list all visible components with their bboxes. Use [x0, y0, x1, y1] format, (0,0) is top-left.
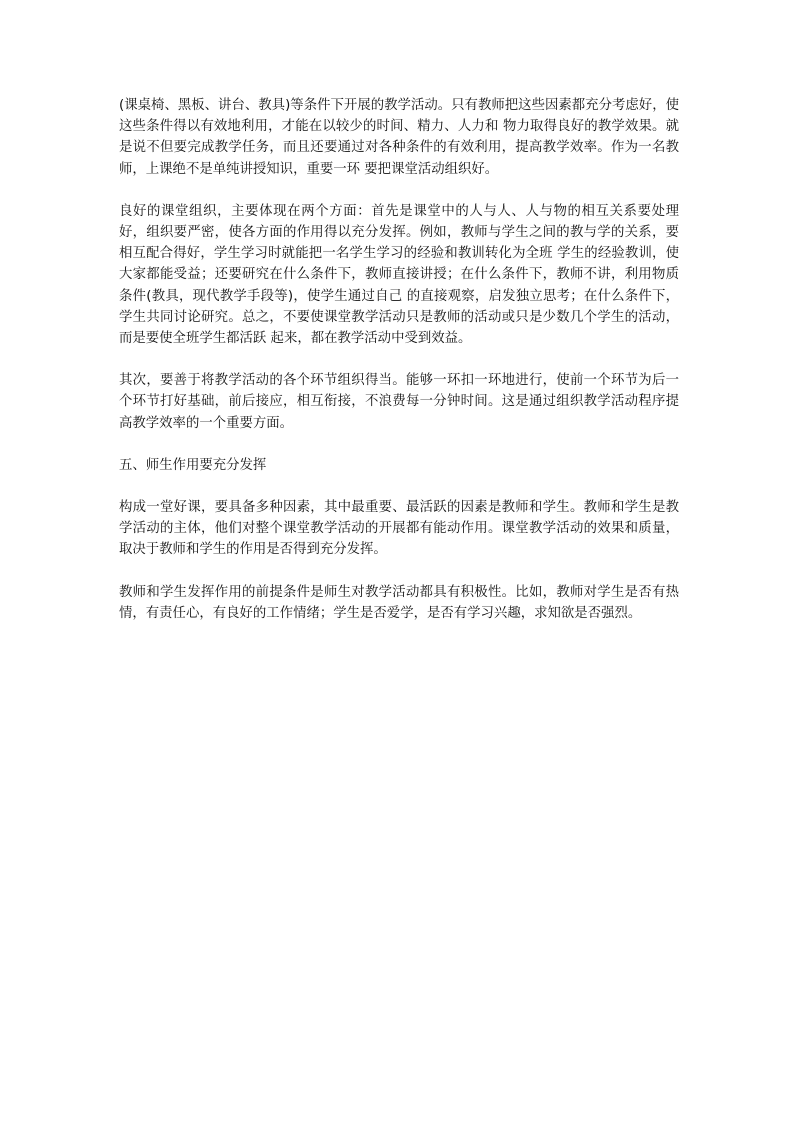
paragraph-enthusiasm: 教师和学生发挥作用的前提条件是师生对教学活动都具有积极性。比如，教师对学生是否有热情，有责任心，有良好的工作情绪；学生是否爱学，是否有学习兴趣，求知欲是否强烈。 [119, 584, 679, 621]
section-heading: 五、师生作用要充分发挥 [119, 457, 267, 473]
document-page [119, 95, 679, 645]
paragraph-classroom-conditions: (课桌椅、黑板、讲台、教具)等条件下开展的教学活动。只有教师把这些因素都充分考虑好，使这些条件得以有效地利用，才能在以较少的时间、精力、人力和 物力取得良好的教学效果。就是说不但要完成教学任务，而且还要通过对各种条件的有效利用，提高教学效率。作为一名教师，上课绝不是单纯讲授知识，重要一环 要把课堂活动组织好。 [119, 98, 679, 177]
paragraph-classroom-organization: 良好的课堂组织，主要体现在两个方面：首先是课堂中的人与人、人与物的相互关系要处理 好，组织要严密，使各方面的作用得以充分发挥。例如，教师与学生之间的教与学的关系，要相互配合得好，学生学习时就能把一名学生学习的经验和教训转化为全班 学生的经验教训，使大家都能受益；还要研究在什么条件下，教师直接讲授；在什么条件下，教师不讲，利用物质条件(教具，现代教学手段等)，使学生通过自己 的直接观察，启发独立思考；在什么条件下，学生共同讨论研究。总之，不要使课堂教学活动只是教师的活动或只是少数几个学生的活动，而是要使全班学生都活跃 起来，都在教学活动中受到效益。 [119, 203, 679, 347]
paragraph-teacher-student-roles: 构成一堂好课，要具备多种因素，其中最重要、最活跃的因素是教师和学生。教师和学生是教学活动的主体，他们对整个课堂教学活动的开展都有能动作用。课堂教学活动的效果和质量，取决于教师和学生的作用是否得到充分发挥。 [119, 500, 679, 558]
paragraph-teaching-steps: 其次，要善于将教学活动的各个环节组织得当。能够一环扣一环地进行，使前一个环节为后一个环节打好基础，前后接应，相互衔接，不浪费每一分钟时间。这是通过组织教学活动程序提高教学效率的一个重要方面。 [119, 373, 679, 431]
